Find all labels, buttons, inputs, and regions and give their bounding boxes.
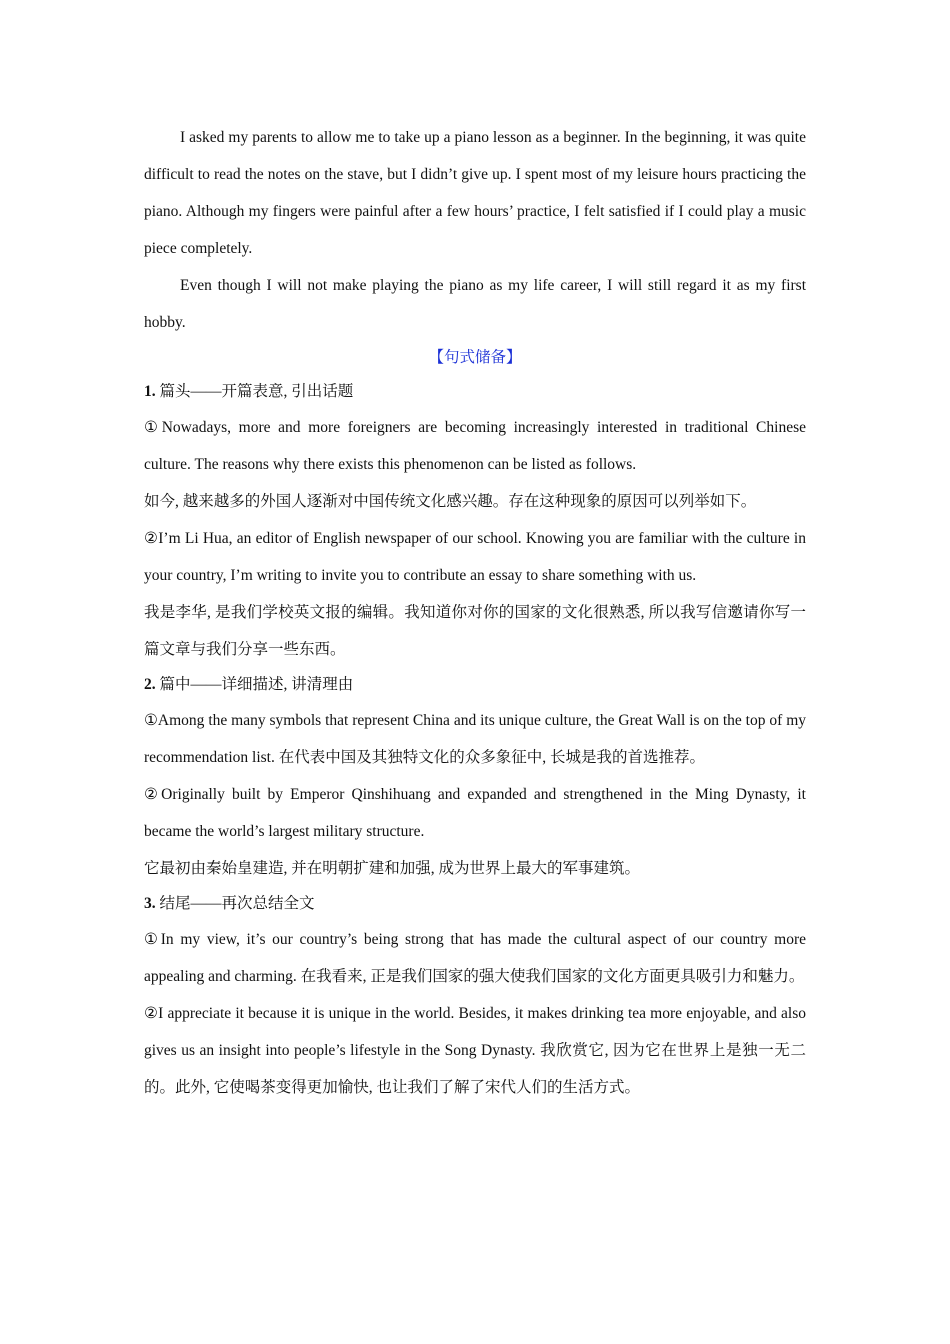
- example-cn: 我是李华, 是我们学校英文报的编辑。我知道你对你的国家的文化很熟悉, 所以我写信邀请你写一篇文章与我们分享一些东西。: [144, 604, 806, 658]
- example-cn: 如今, 越来越多的外国人逐渐对中国传统文化感兴趣。存在这种现象的原因可以列举如下。: [144, 493, 757, 510]
- example-en: ①Among the many symbols that represent China and its unique culture, the Great Wall is on the top of my recommendation list.: [144, 712, 806, 766]
- example-en: ②Originally built by Emperor Qinshihuang and expanded and strengthened in the Ming Dynasty, it became the world’s largest military structure.: [144, 786, 806, 840]
- section-heading-2: [144, 668, 806, 702]
- section-number: 3.: [144, 895, 156, 912]
- section-heading-text: 篇头——开篇表意, 引出话题: [159, 383, 354, 400]
- intro-paragraph-1: I asked my parents to allow me to take up a piano lesson as a beginner. In the beginning, it was quite difficult to read the notes on the stave, but I didn’t give up. I spent most of my leisure hours practicing the piano. Although my fingers were painful after a few hours’ practice, I felt satisfied if I could play a music piece completely.: [144, 129, 806, 257]
- section-heading-3: [144, 887, 806, 921]
- example-en: ①Nowadays, more and more foreigners are becoming increasingly interested in traditional Chinese culture. The reasons why there exists this phenomenon can be listed as follows.: [144, 419, 806, 473]
- intro-paragraph-2: Even though I will not make playing the piano as my life career, I will still regard it as my first hobby.: [144, 277, 806, 331]
- section-number: 2.: [144, 676, 156, 693]
- section-number: 1.: [144, 383, 156, 400]
- section-title: 【句式储备】: [428, 349, 522, 366]
- example-cn: 在我看来, 正是我们国家的强大使我们国家的文化方面更具吸引力和魅力。: [300, 968, 805, 985]
- example-en: ①In my view, it’s our country’s being strong that has made the cultural aspect of our country more appealing and charming.: [144, 931, 806, 985]
- section-heading-text: 篇中——详细描述, 讲清理由: [159, 676, 354, 693]
- example-cn: 它最初由秦始皇建造, 并在明朝扩建和加强, 成为世界上最大的军事建筑。: [144, 860, 641, 877]
- example-cn: 我欣赏它, 因为它在世界上是独一无二的。此外, 它使喝茶变得更加愉快, 也让我们了解了宋代人们的生活方式。: [144, 1042, 806, 1096]
- example-en: ②I’m Li Hua, an editor of English newspaper of our school. Knowing you are familiar with the culture in your country, I’m writing to invite you to contribute an essay to share something with us.: [144, 530, 806, 584]
- section-heading-1: [144, 375, 806, 409]
- document-page: [144, 119, 806, 1106]
- section-heading-text: 结尾——再次总结全文: [159, 895, 315, 912]
- example-en: ②I appreciate it because it is unique in the world. Besides, it makes drinking tea more enjoyable, and also gives us an insight into people’s lifestyle in the Song Dynasty.: [144, 1005, 806, 1059]
- example-en-with-cn: [144, 921, 806, 995]
- example-en-with-cn: [144, 702, 806, 776]
- example-en-with-cn: [144, 995, 806, 1106]
- example-cn: 在代表中国及其独特文化的众多象征中, 长城是我的首选推荐。: [278, 749, 705, 766]
